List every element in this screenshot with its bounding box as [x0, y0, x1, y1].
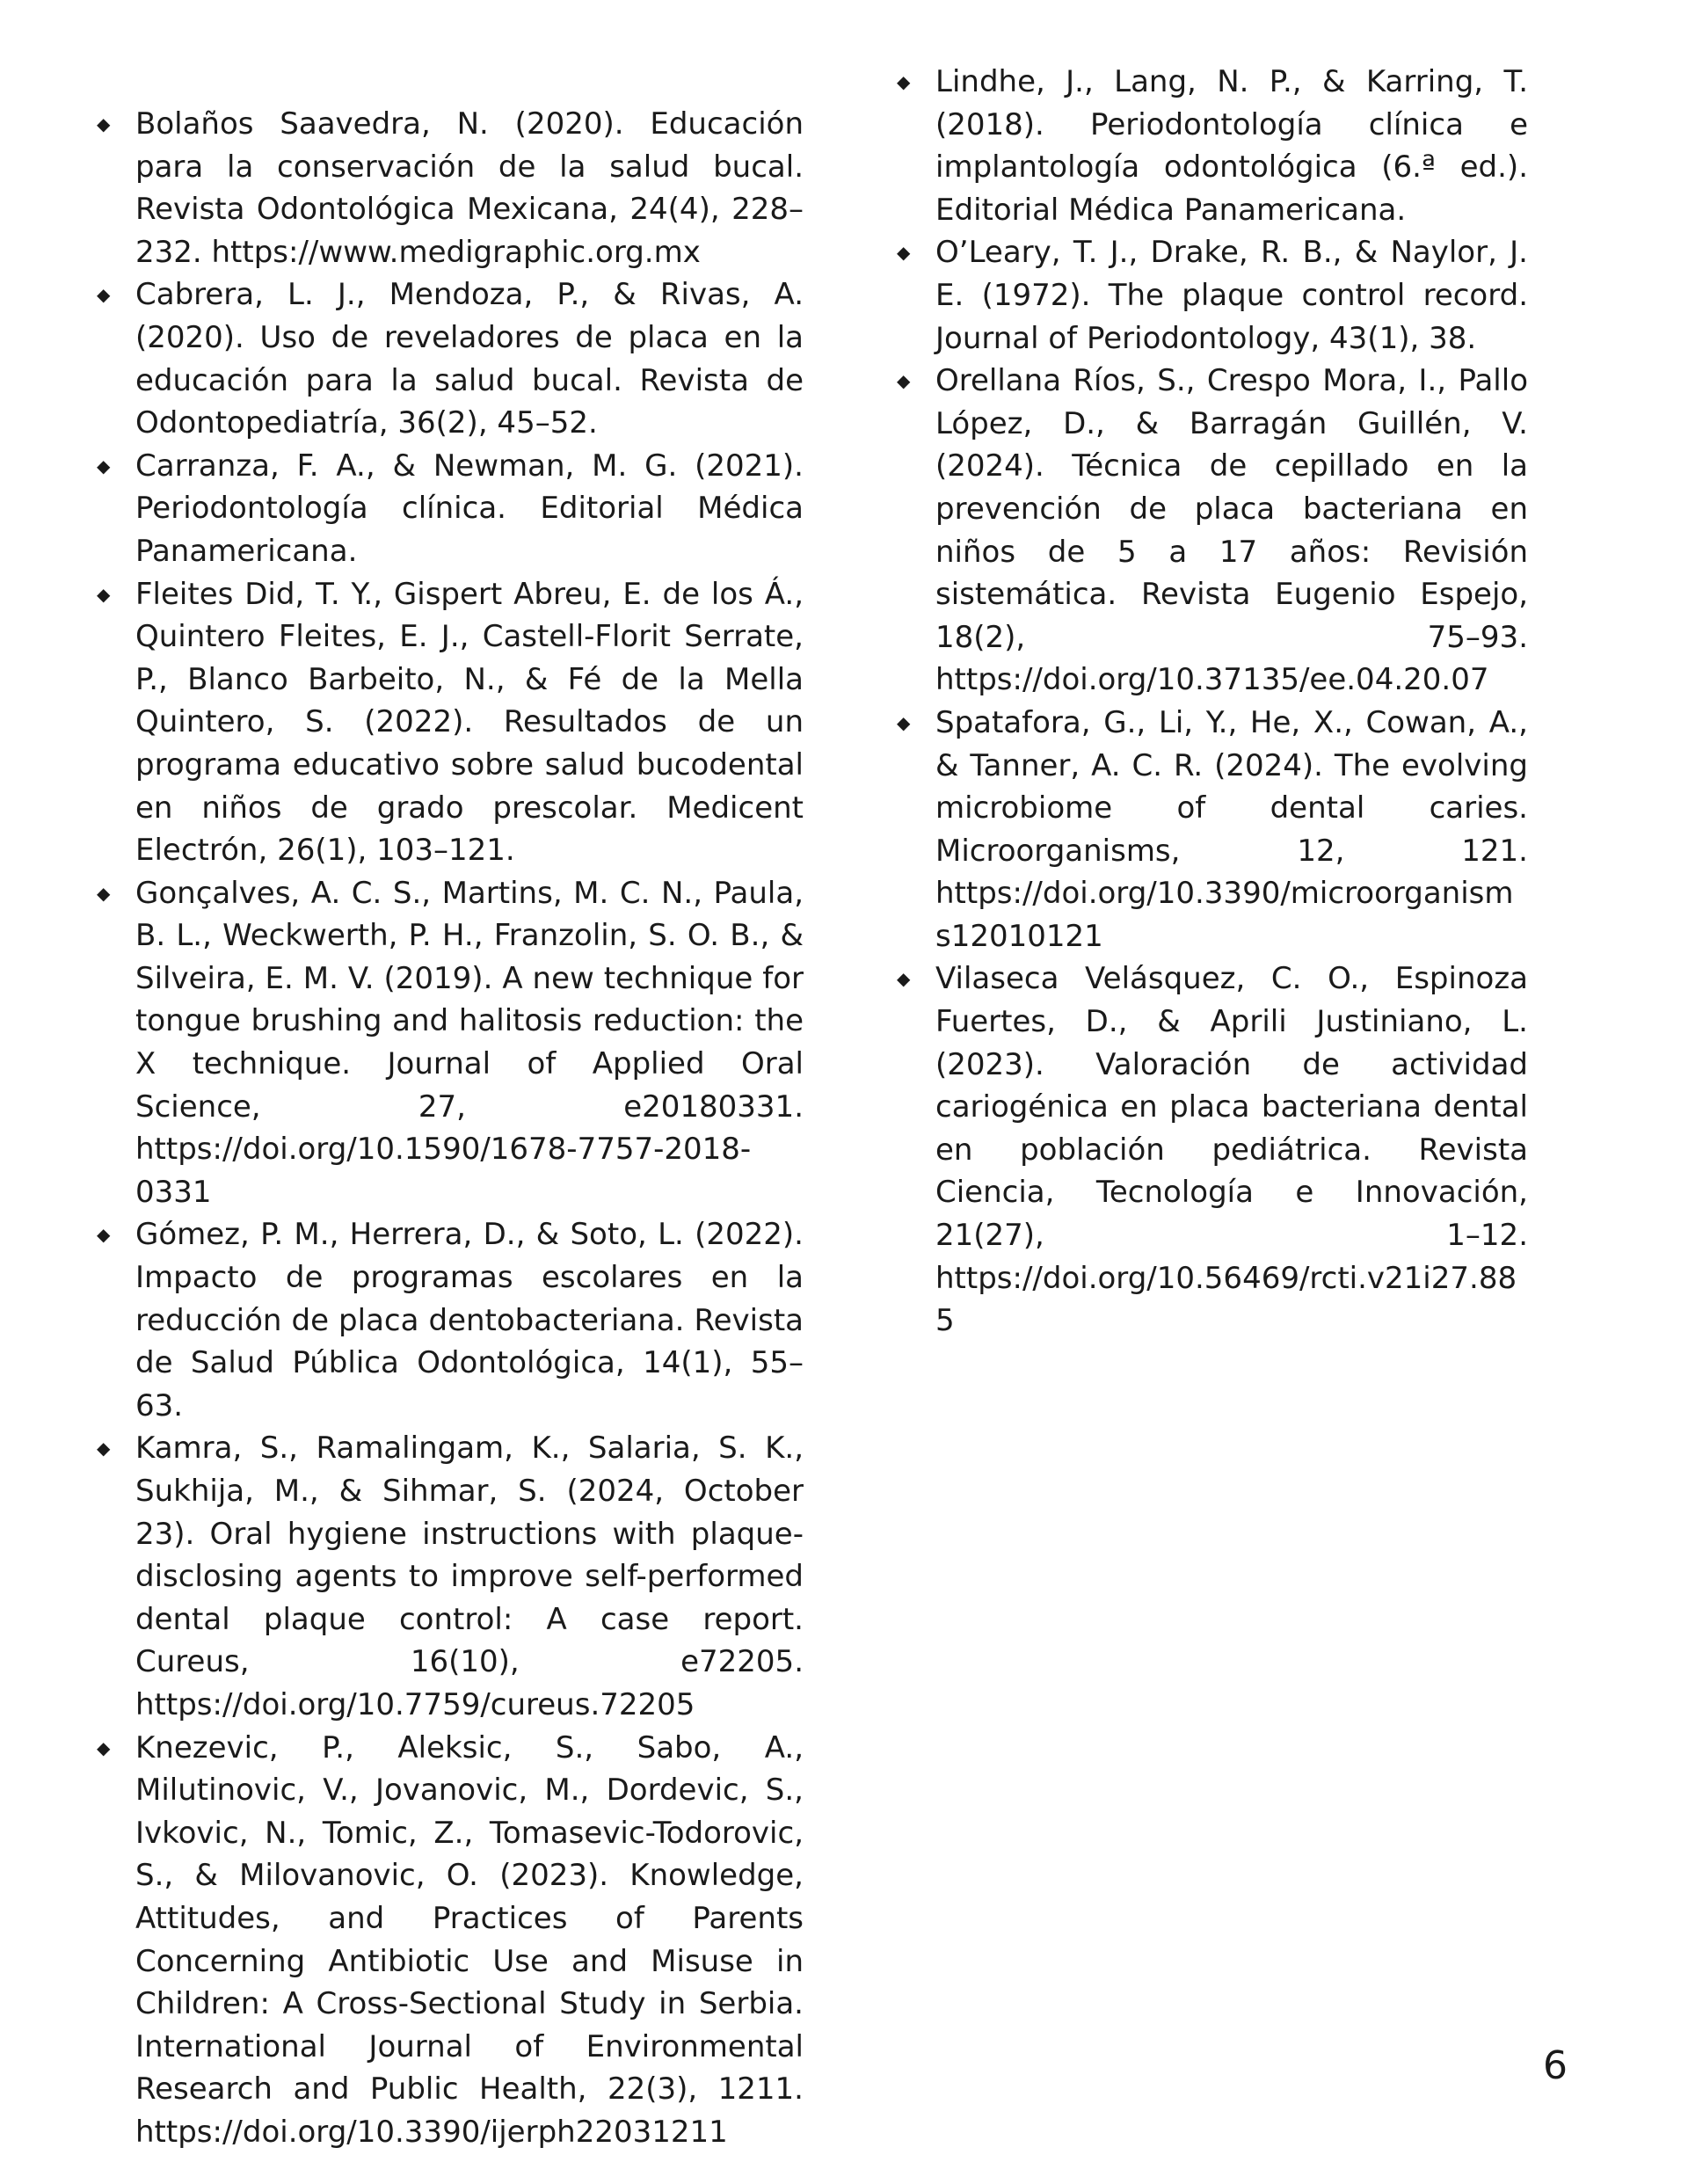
reference-text: Orellana Ríos, S., Crespo Mora, I., Pallo López, D., & Barragán Guillén, V. (2024). Técnica de cepillado en la prevención de placa bacteriana en niños de 5 a 17 años: Revisión sistemática. Revista Eugenio Espejo, 18(2), 75–93. https://doi.org/10.37135/ee.04.20.07 [935, 363, 1528, 698]
diamond-bullet-icon: ◆ [897, 370, 911, 392]
diamond-bullet-icon: ◆ [897, 242, 911, 264]
reference-item [97, 103, 804, 273]
reference-item [897, 61, 1528, 231]
reference-text: Bolaños Saavedra, N. (2020). Educación para la conservación de la salud bucal. Revista Odontológica Mexicana, 24(4), 228–232. https://www.medigraphic.org.mx [135, 106, 804, 270]
reference-item [97, 872, 804, 1214]
page-number: 6 [1543, 2043, 1568, 2088]
reference-text: Carranza, F. A., & Newman, M. G. (2021). Periodontología clínica. Editorial Médica Panamericana. [135, 448, 804, 569]
reference-item [897, 957, 1528, 1342]
diamond-bullet-icon: ◆ [97, 284, 111, 306]
reference-text: Vilaseca Velásquez, C. O., Espinoza Fuertes, D., & Aprili Justiniano, L. (2023). Valoración de actividad cariogénica en placa bacteriana dental en población pediátrica. Revista Ciencia, Tecnología e Innovación, 21(27), 1–12. https://doi.org/10.56469/rcti.v21i27.885 [935, 961, 1528, 1339]
reference-item [97, 573, 804, 872]
reference-item [897, 360, 1528, 702]
reference-list-left-column [97, 103, 804, 2154]
diamond-bullet-icon: ◆ [97, 1224, 111, 1246]
reference-text: Knezevic, P., Aleksic, S., Sabo, A., Milutinovic, V., Jovanovic, M., Dordevic, S., Ivkovic, N., Tomic, Z., Tomasevic-Todorovic, S., & Milovanovic, O. (2023). Knowledge, Attitudes, and Practices of Parents Concerning Antibiotic Use and Misuse in Children: A Cross-Sectional Study in Serbia. International Journal of Environmental Research and Public Health, 22(3), 1211. https://doi.org/10.3390/ijerph22031211 [135, 1729, 804, 2150]
diamond-bullet-icon: ◆ [897, 968, 911, 990]
reference-text: Kamra, S., Ramalingam, K., Salaria, S. K., Sukhija, M., & Sihmar, S. (2024, October 23). Oral hygiene instructions with plaque-disclosing agents to improve self-performed dental plaque control: A case report. Cureus, 16(10), e72205. https://doi.org/10.7759/cureus.72205 [135, 1431, 804, 1722]
reference-item [97, 1727, 804, 2154]
diamond-bullet-icon: ◆ [97, 455, 111, 477]
diamond-bullet-icon: ◆ [97, 1736, 111, 1758]
diamond-bullet-icon: ◆ [97, 882, 111, 904]
diamond-bullet-icon: ◆ [97, 1438, 111, 1460]
reference-text: Cabrera, L. J., Mendoza, P., & Rivas, A. (2020). Uso de reveladores de placa en la educación para la salud bucal. Revista de Odontopediatría, 36(2), 45–52. [135, 277, 804, 441]
diamond-bullet-icon: ◆ [897, 71, 911, 92]
diamond-bullet-icon: ◆ [97, 113, 111, 135]
reference-text: Spatafora, G., Li, Y., He, X., Cowan, A., & Tanner, A. C. R. (2024). The evolving microbiome of dental caries. Microorganisms, 12, 121. https://doi.org/10.3390/microorganisms12010121 [935, 704, 1528, 954]
reference-item [97, 1213, 804, 1427]
reference-list-right-column [897, 61, 1528, 1343]
reference-item [897, 231, 1528, 360]
reference-item [897, 702, 1528, 958]
reference-item [97, 1427, 804, 1726]
diamond-bullet-icon: ◆ [97, 583, 111, 605]
reference-text: Lindhe, J., Lang, N. P., & Karring, T. (2018). Periodontología clínica e implantología odontológica (6.ª ed.). Editorial Médica Panamericana. [935, 64, 1528, 228]
reference-item [97, 273, 804, 444]
reference-item [97, 445, 804, 573]
diamond-bullet-icon: ◆ [897, 711, 911, 733]
reference-text: Gómez, P. M., Herrera, D., & Soto, L. (2022). Impacto de programas escolares en la reducción de placa dentobacteriana. Revista de Salud Pública Odontológica, 14(1), 55–63. [135, 1217, 804, 1423]
reference-text: Fleites Did, T. Y., Gispert Abreu, E. de los Á., Quintero Fleites, E. J., Castell-Florit Serrate, P., Blanco Barbeito, N., & Fé de la Mella Quintero, S. (2022). Resultados de un programa educativo sobre salud bucodental en niños de grado prescolar. Medicent Electrón, 26(1), 103–121. [135, 576, 804, 869]
reference-text: Gonçalves, A. C. S., Martins, M. C. N., Paula, B. L., Weckwerth, P. H., Franzolin, S. O. B., & Silveira, E. M. V. (2019). A new technique for tongue brushing and halitosis reduction: the X technique. Journal of Applied Oral Science, 27, e20180331. https://doi.org/10.1590/1678-7757-2018-0331 [135, 875, 804, 1210]
reference-text: O’Leary, T. J., Drake, R. B., & Naylor, J. E. (1972). The plaque control record. Journal of Periodontology, 43(1), 38. [935, 235, 1528, 356]
